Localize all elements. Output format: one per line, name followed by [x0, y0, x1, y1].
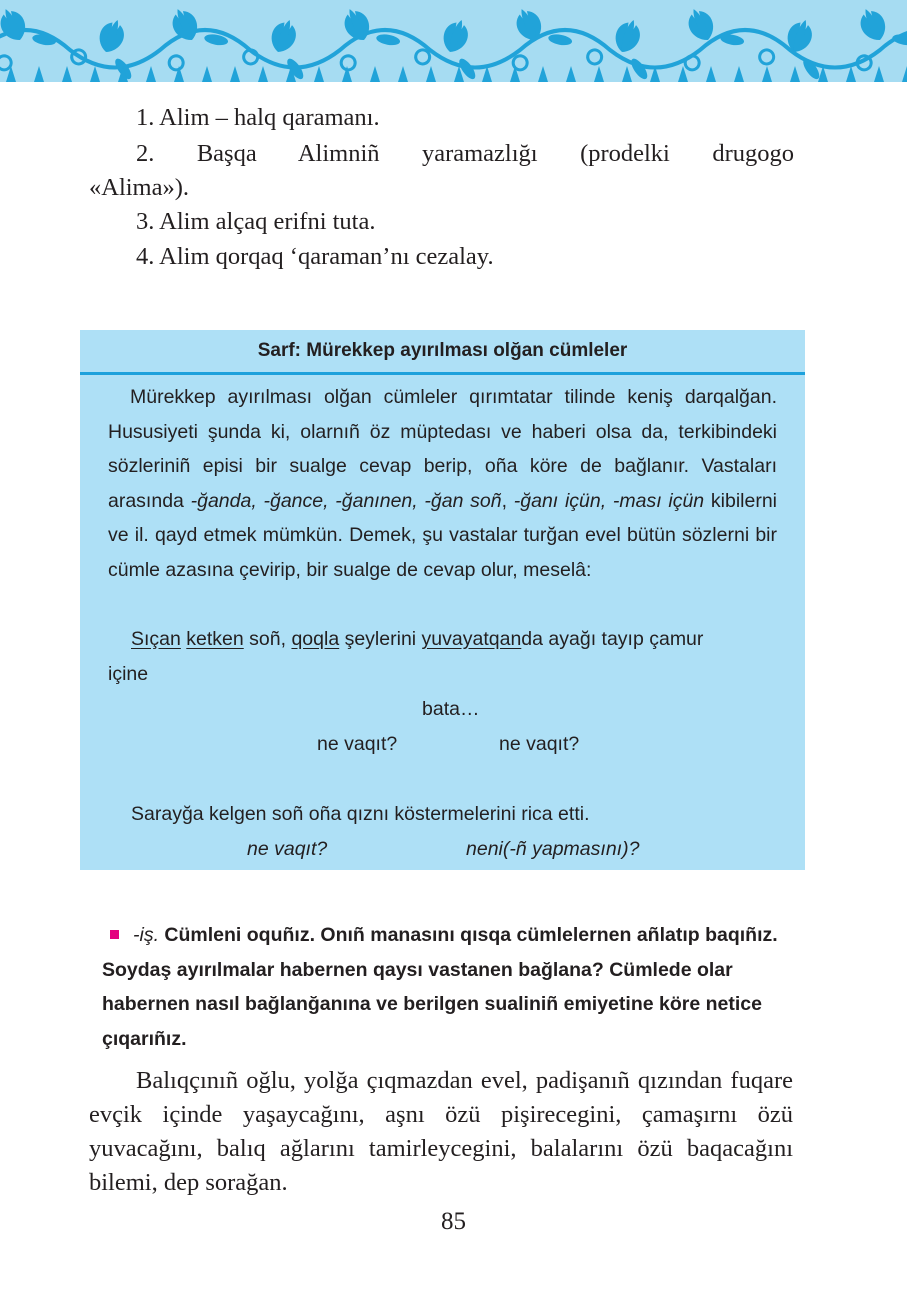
- rule-title: Sarf: Mürekkep ayırılması olğan cümleler: [257, 340, 628, 361]
- reading-paragraph: Balıqçınıñ oğlu, yolğa çıqmazdan evel, padişanıñ qızından fuqare evçik içinde yaşaycağını, aşnı özü pişirecegini, çamaşırnı özü yuvacağını, balıq ağlarını tamirleycegini, balalarını özü baqacağını bilemi, dep sorağan.: [89, 1067, 793, 1196]
- pink-square-bullet-icon: [110, 930, 119, 939]
- example-word-yuvayatqan: yuvayatqan: [421, 628, 522, 650]
- rule-comma: ,: [501, 489, 514, 512]
- rule-body: [108, 380, 777, 587]
- grammar-rule-box: [80, 330, 805, 870]
- example-sentence-1-line2: içine: [108, 663, 149, 685]
- example-word-sican: Sıçan: [131, 628, 181, 650]
- example-2-question-2: neni(-ñ yapmasını)?: [466, 838, 640, 860]
- exercise-instruction: Cümleni oquñız. Onıñ manasını qısqa cümlelernen añlatıp baqıñız. Soydaş ayırılmalar habernen qaysı vastanen bağlana? Cümlede olar habernen nasıl bağlanğanına ve berilgen sualiniñ emiyetine köre netice çıqarıñız.: [102, 924, 778, 1050]
- outline-item-2: 2. Başqa Alimniñ yaramazlığı (prodelki drugogo: [136, 140, 794, 167]
- example-sentence-1: [131, 622, 703, 657]
- example-text-seylerini: şeylerini: [339, 628, 422, 650]
- rule-rest-text: kibilerni ve il. qayd etmek mümkün. Demek, şu vastalar turğan evel bütün sözlerni bir cümle azasına çevirip, bir sualge de cevap olur, meselâ:: [108, 489, 777, 581]
- exercise-task: [102, 918, 782, 1056]
- rule-title-divider: [80, 372, 805, 375]
- rule-intro-text: Mürekkep ayırılması olğan cümleler qırımtatar tilinde keniş darqalğan. Hususiyeti şunda ki, olarnıñ öz müptedası ve haberi olsa da, terkibindeki sözleriniñ episi bir sualge cevap berip, oña köre de bağlanır. Vastaları arasında: [108, 386, 777, 512]
- outline-item-3: 3. Alim alçaq erifni tuta.: [136, 208, 376, 235]
- example-text-son: soñ,: [243, 628, 292, 650]
- outline-item-2-continued: «Alima»).: [89, 174, 190, 201]
- floral-banner: [0, 0, 907, 82]
- example-2-question-1: ne vaqıt?: [247, 838, 328, 860]
- example-1-question-2: ne vaqıt?: [499, 733, 580, 755]
- example-1-question-1: ne vaqıt?: [317, 733, 398, 755]
- example-word-ketken: ketken: [186, 628, 244, 650]
- example-word-qoqla: qoqla: [291, 628, 340, 650]
- example-sentence-1-verb: bata…: [422, 698, 480, 720]
- outline-item-4: 4. Alim qorqaq ‘qaraman’nı cezalay.: [136, 243, 494, 270]
- rule-suffixes-second: -ğanı içün, -ması içün: [513, 489, 705, 512]
- outline-item-1: 1. Alim – halq qaramanı.: [136, 104, 380, 131]
- rule-suffixes-first: -ğanda, -ğance, -ğanınen, -ğan soñ: [190, 489, 502, 512]
- floral-ornament-icon: [0, 0, 907, 82]
- exercise-label: -iş.: [133, 924, 159, 946]
- example-sentence-2: Sarayğa kelgen soñ oña qıznı köstermelerini rica etti.: [131, 803, 590, 825]
- page-number: 85: [441, 1208, 466, 1235]
- example-text-ending: da ayağı tayıp çamur: [521, 628, 704, 650]
